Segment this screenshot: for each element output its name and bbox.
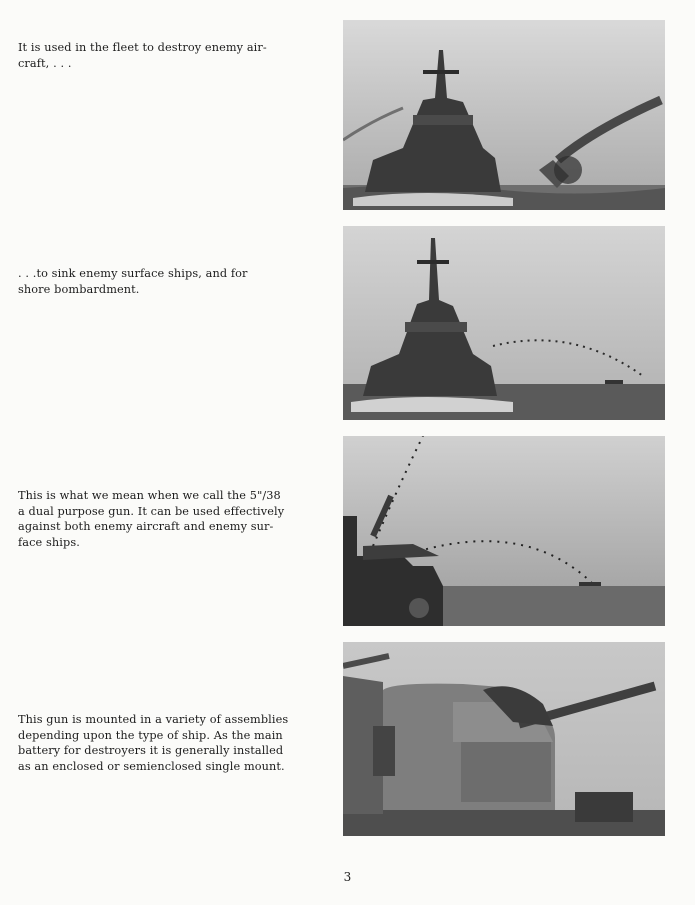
- page-number: 3: [343, 870, 352, 884]
- photo-ship-vs-surface: [343, 226, 665, 420]
- caption-dual-purpose: This is what we mean when we call the 5"/38 a dual purpose gun. It can be used effectively against both enemy aircraft and enemy sur- face ships.: [18, 489, 285, 549]
- photo-enclosed-single-mount: [343, 642, 665, 836]
- photo-dual-purpose-fire: [343, 436, 665, 626]
- caption-mounting: This gun is mounted in a variety of assemblies depending upon the type of ship. As the main battery for destroyers it is generally installed as an enclosed or semienclosed single mount.: [18, 713, 289, 773]
- caption-aircraft: It is used in the fleet to destroy enemy air- craft, . . .: [18, 41, 267, 70]
- photo-ship-vs-aircraft: [343, 20, 665, 210]
- caption-surface-ships: . . .to sink enemy surface ships, and for shore bombardment.: [18, 267, 248, 296]
